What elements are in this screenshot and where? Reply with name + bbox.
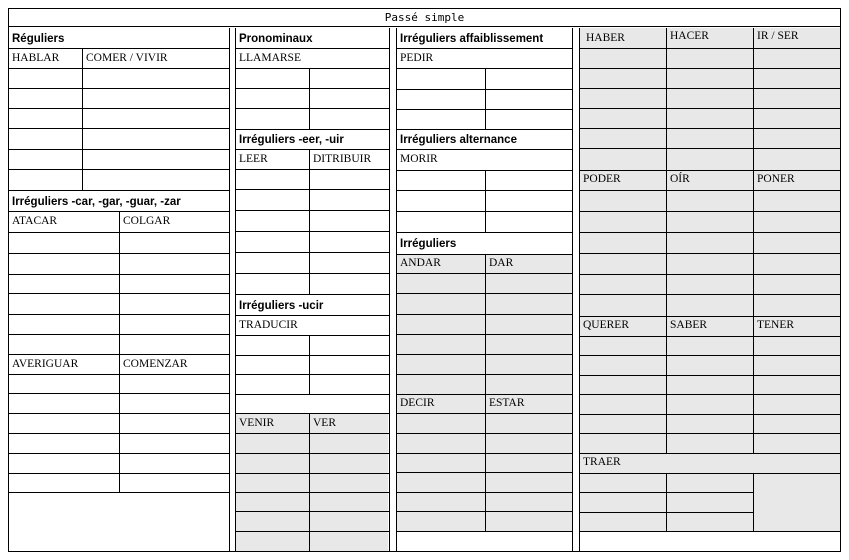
grid-line bbox=[236, 315, 389, 316]
grid-line bbox=[580, 232, 840, 233]
grid-line bbox=[580, 211, 840, 212]
verb-hablar: HABLAR bbox=[12, 52, 60, 64]
worksheet-title: Passé simple bbox=[8, 8, 841, 27]
verb-oir: OÍR bbox=[670, 173, 690, 185]
grid-line bbox=[397, 232, 572, 233]
grid-line bbox=[9, 149, 229, 150]
grid-line bbox=[9, 108, 229, 109]
verb-ver: VER bbox=[313, 417, 336, 429]
verb-estar: ESTAR bbox=[489, 397, 525, 409]
grid-line bbox=[119, 211, 120, 492]
grid-line bbox=[9, 88, 229, 89]
grid-line bbox=[580, 88, 840, 89]
grid-line bbox=[82, 48, 83, 190]
grid-line bbox=[236, 210, 389, 211]
heading-reguliers: Réguliers bbox=[12, 33, 65, 45]
verb-atacar: ATACAR bbox=[12, 215, 58, 227]
verb-andar: ANDAR bbox=[400, 257, 441, 269]
grid-line bbox=[580, 316, 840, 317]
grid-line bbox=[236, 169, 389, 170]
grid-line bbox=[309, 149, 310, 294]
grid-line bbox=[580, 336, 840, 337]
verb-hacer: HACER bbox=[670, 30, 709, 42]
grid-line bbox=[236, 473, 389, 474]
grid-line bbox=[236, 252, 389, 253]
column-divider bbox=[396, 28, 397, 552]
grid-line bbox=[309, 68, 310, 129]
grid-line bbox=[397, 48, 572, 49]
grid-line bbox=[236, 149, 389, 150]
grid-line bbox=[485, 254, 486, 531]
grid-line bbox=[580, 433, 840, 434]
grid-line bbox=[580, 414, 840, 415]
grid-line bbox=[580, 170, 840, 171]
grid-line bbox=[236, 413, 389, 414]
heading-affaiblissement: Irréguliers affaiblissement bbox=[400, 33, 544, 45]
grid-line bbox=[236, 273, 389, 274]
heading-irreguliers: Irréguliers bbox=[400, 238, 457, 250]
verb-venir: VENIR bbox=[239, 417, 275, 429]
heading-car-gar: Irréguliers -car, -gar, -guar, -zar bbox=[12, 196, 181, 208]
grid-line bbox=[9, 68, 229, 69]
grid-line bbox=[309, 413, 310, 552]
grid-line bbox=[580, 355, 840, 356]
verb-traer: TRAER bbox=[583, 456, 621, 468]
grid-line bbox=[236, 294, 389, 295]
grid-line bbox=[580, 253, 840, 254]
grid-line bbox=[236, 374, 389, 375]
grid-line bbox=[580, 274, 840, 275]
column-divider bbox=[572, 28, 573, 552]
grid-line bbox=[9, 492, 229, 493]
grid-line bbox=[236, 355, 389, 356]
verb-querer: QUERER bbox=[583, 319, 629, 331]
grid-line bbox=[397, 129, 572, 130]
grid-line bbox=[580, 375, 840, 376]
verb-leer: LEER bbox=[239, 153, 268, 165]
grid-line bbox=[580, 190, 840, 191]
heading-pronominaux: Pronominaux bbox=[239, 33, 313, 45]
grid-line bbox=[236, 433, 389, 434]
verb-comer-vivir: COMER / VIVIR bbox=[86, 52, 168, 64]
grid-line bbox=[580, 473, 840, 474]
verb-pedir: PEDIR bbox=[400, 52, 434, 64]
grid-line bbox=[580, 531, 840, 532]
grid-line bbox=[236, 335, 389, 336]
heading-ucir: Irréguliers -ucir bbox=[239, 300, 324, 312]
grid-line bbox=[580, 148, 840, 149]
grid-line bbox=[309, 335, 310, 394]
verb-ditribuir: DITRIBUIR bbox=[313, 153, 372, 165]
grid-line bbox=[666, 28, 667, 453]
grid-line bbox=[580, 128, 840, 129]
verb-poner: PONER bbox=[757, 173, 795, 185]
column-divider bbox=[229, 28, 230, 552]
grid-line bbox=[397, 531, 572, 532]
verb-tener: TENER bbox=[757, 319, 795, 331]
verb-averiguar: AVERIGUAR bbox=[12, 358, 79, 370]
verb-ir-ser: IR / SER bbox=[757, 30, 799, 42]
grid-line bbox=[485, 68, 486, 129]
grid-line bbox=[397, 149, 572, 150]
verb-decir: DECIR bbox=[400, 397, 435, 409]
grid-line bbox=[580, 68, 840, 69]
verb-comenzar: COMENZAR bbox=[123, 358, 188, 370]
grid-line bbox=[9, 169, 229, 170]
grid-line bbox=[9, 48, 229, 49]
column-divider bbox=[389, 28, 390, 552]
grid-line bbox=[236, 394, 389, 395]
grid-line bbox=[236, 88, 389, 89]
grid-line bbox=[236, 189, 389, 190]
grid-line bbox=[9, 190, 229, 191]
verb-traducir: TRADUCIR bbox=[239, 319, 298, 331]
grid-line bbox=[236, 492, 389, 493]
heading-eer-uir: Irréguliers -eer, -uir bbox=[239, 134, 344, 146]
grid-line bbox=[580, 294, 840, 295]
grid-line bbox=[236, 129, 389, 130]
grid-line bbox=[485, 170, 486, 232]
grid-line bbox=[236, 453, 389, 454]
verb-llamarse: LLAMARSE bbox=[239, 52, 301, 64]
grid-line bbox=[236, 108, 389, 109]
grid-line bbox=[236, 231, 389, 232]
verb-dar: DAR bbox=[489, 257, 514, 269]
heading-alternance: Irréguliers alternance bbox=[400, 134, 517, 146]
grid-line bbox=[580, 48, 840, 49]
grid-line bbox=[753, 28, 754, 453]
grid-line bbox=[236, 48, 389, 49]
verb-colgar: COLGAR bbox=[123, 215, 171, 227]
grid-line bbox=[236, 511, 389, 512]
grid-line bbox=[580, 394, 840, 395]
verb-morir: MORIR bbox=[400, 153, 438, 165]
grid-line bbox=[666, 473, 667, 531]
grid-line bbox=[236, 531, 389, 532]
verb-poder: PODER bbox=[583, 173, 621, 185]
verb-saber: SABER bbox=[670, 319, 708, 331]
grid-line bbox=[9, 128, 229, 129]
grid-line bbox=[580, 453, 840, 454]
grid-line bbox=[753, 473, 754, 531]
grid-line bbox=[580, 108, 840, 109]
verb-haber: HABER bbox=[586, 32, 625, 44]
grid-line bbox=[236, 68, 389, 69]
